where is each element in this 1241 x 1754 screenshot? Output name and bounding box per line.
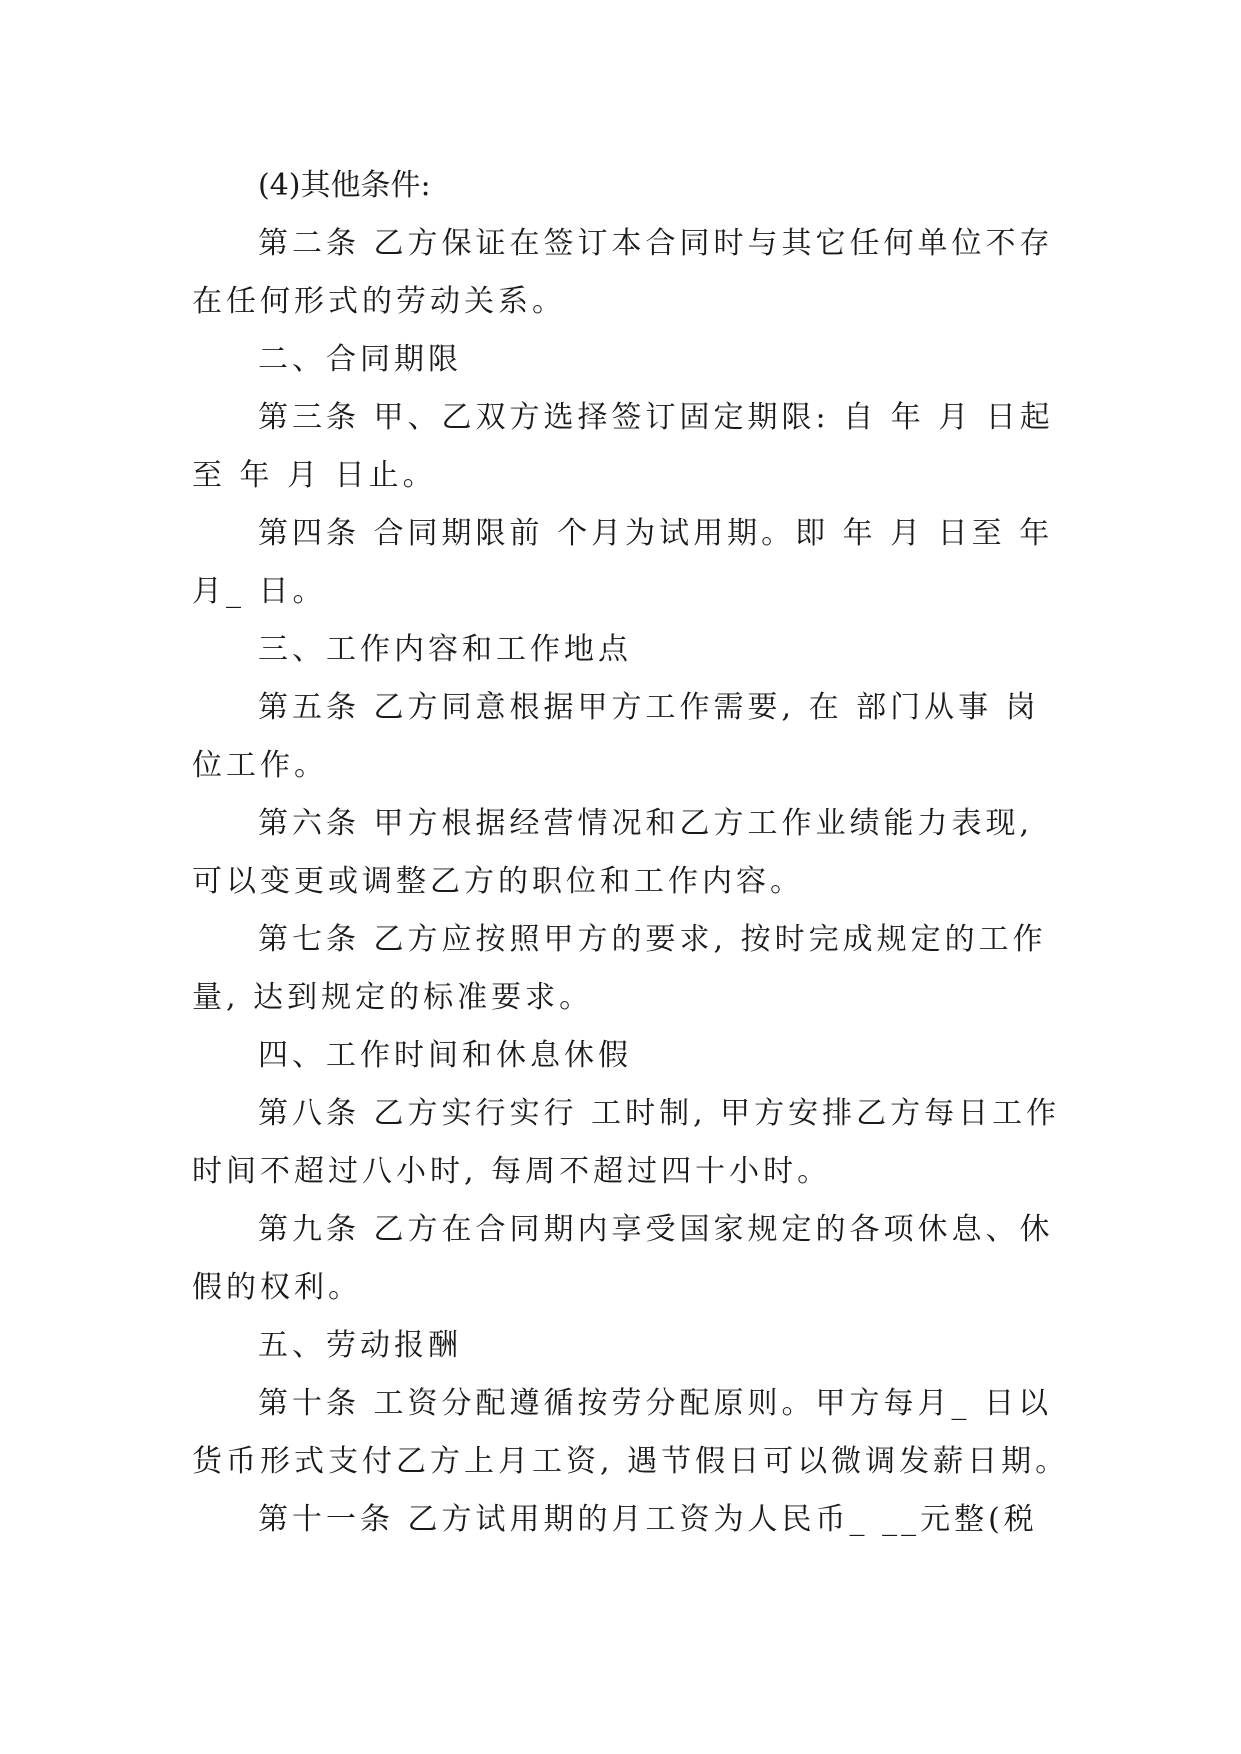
text-line-article-9-cont: 假的权利。 [192,1270,362,1305]
text-line-article-6: 第六条 甲方根据经营情况和乙方工作业绩能力表现, [258,806,1034,841]
text-line-article-5-cont: 位工作。 [192,748,328,783]
text-line-article-4-cont: 月_ 日。 [192,574,327,609]
text-line-article-10: 第十条 工资分配遵循按劳分配原则。甲方每月_ 日以 [258,1386,1053,1421]
text-line-article-2-cont: 在任何形式的劳动关系。 [192,284,566,319]
text-line-article-10-cont: 货币形式支付乙方上月工资, 遇节假日可以微调发薪日期。 [192,1444,1070,1479]
text-line-article-11: 第十一条 乙方试用期的月工资为人民币_ __元整(税 [258,1502,1038,1537]
text-line-article-9: 第九条 乙方在合同期内享受国家规定的各项休息、休 [258,1212,1054,1247]
text-line-article-6-cont: 可以变更或调整乙方的职位和工作内容。 [192,864,804,899]
text-line-article-4: 第四条 合同期限前 个月为试用期。即 年 月 日至 年 [258,516,1054,551]
text-line-article-3-cont: 至 年 月 日止。 [192,458,437,493]
text-line-article-2: 第二条 乙方保证在签订本合同时与其它任何单位不存 [258,226,1054,261]
text-line-article-7-cont: 量, 达到规定的标准要求。 [192,980,594,1015]
section-heading-contract-term: 二、合同期限 [258,342,462,377]
text-line-article-3: 第三条 甲、乙双方选择签订固定期限: 自 年 月 日起 [258,400,1054,435]
section-heading-work-content: 三、工作内容和工作地点 [258,632,632,667]
text-line-article-8-cont: 时间不超过八小时, 每周不超过四十小时。 [192,1154,832,1189]
text-line-article-7: 第七条 乙方应按照甲方的要求, 按时完成规定的工作 [258,922,1047,957]
section-heading-remuneration: 五、劳动报酬 [258,1328,462,1363]
section-heading-work-hours: 四、工作时间和休息休假 [258,1038,632,1073]
text-line-article-8: 第八条 乙方实行实行 工时制, 甲方安排乙方每日工作 [258,1096,1061,1131]
text-line-article-5: 第五条 乙方同意根据甲方工作需要, 在 部门从事 岗 [258,690,1040,725]
text-line-other-conditions: (4)其他条件: [258,168,431,203]
